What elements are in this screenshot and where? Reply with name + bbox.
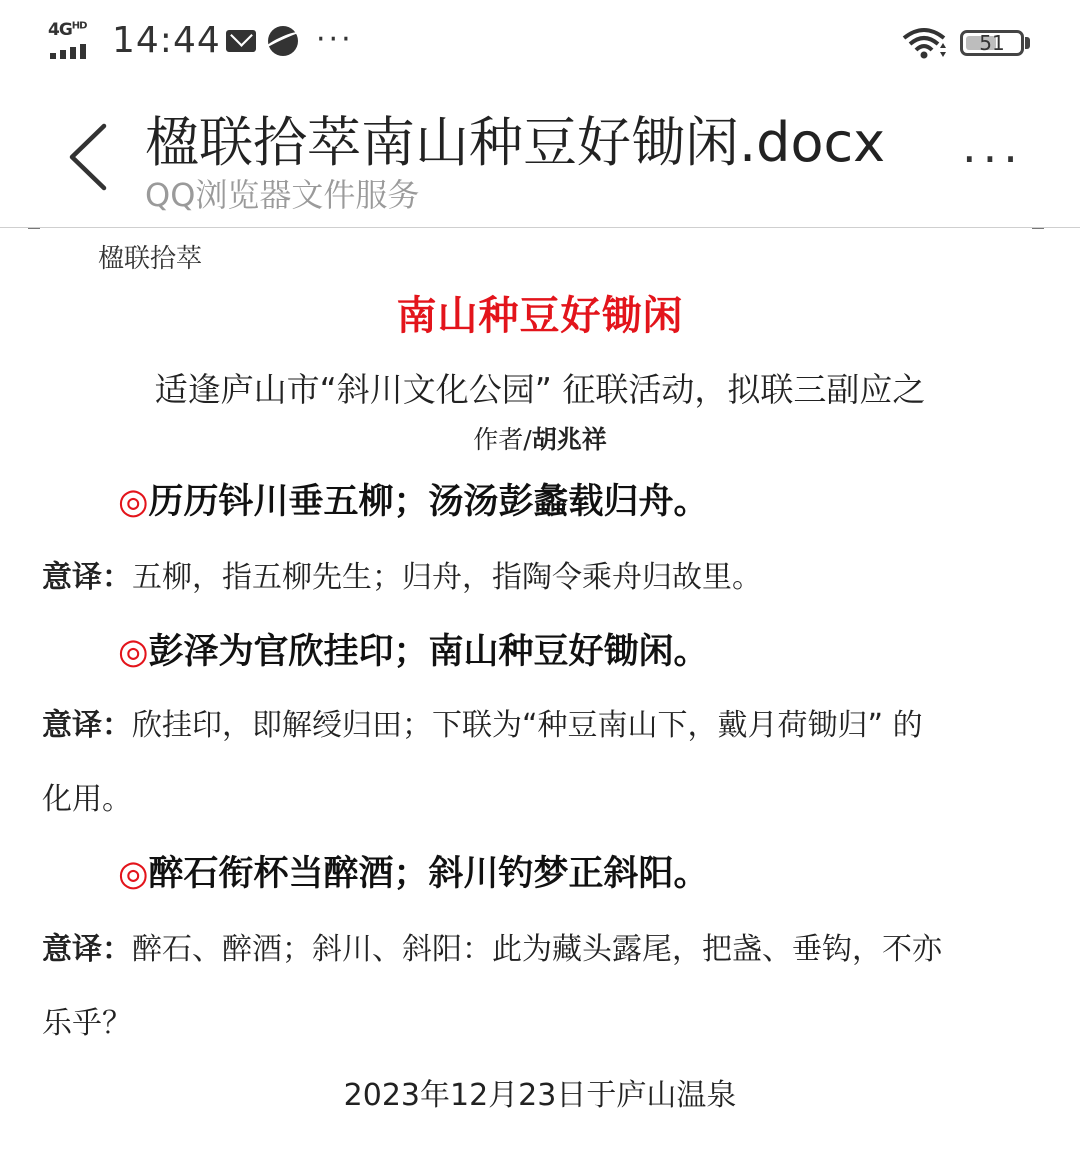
more-dots-icon[interactable]: ··· [962, 132, 1024, 186]
couplet-3-note [42, 924, 942, 968]
note-text: 醉石、醉酒；斜川、斜阳：此为藏头露尾，把盏、垂钩，不亦 [132, 932, 942, 967]
back-chevron-icon[interactable] [62, 122, 122, 192]
couplet-1 [118, 474, 709, 524]
couplet-2-note-cont: 化用。 [42, 782, 132, 817]
note-text: 五柳，指五柳先生；归舟，指陶令乘舟归故里。 [132, 560, 762, 595]
document-subtitle: QQ浏览器文件服务 [145, 176, 420, 214]
article-author [0, 420, 1080, 456]
app-planet-icon [268, 26, 298, 56]
article-intro: 适逢庐山市“斜川文化公园” 征联活动，拟联三副应之 [154, 370, 926, 409]
signature-date: 2023年12月23日于庐山温泉 [343, 1078, 737, 1113]
couplet-3 [118, 846, 709, 896]
bullet-icon: ◎ [118, 854, 149, 894]
author-name: 胡兆祥 [531, 425, 607, 454]
bullet-icon: ◎ [118, 632, 149, 672]
note-label: 意译： [42, 708, 132, 743]
couplet-2-note [42, 700, 923, 744]
wifi-icon [900, 26, 948, 60]
page-corner-right [1032, 228, 1044, 233]
battery-level: 51 [979, 31, 1005, 55]
page-corner-left [28, 228, 40, 233]
couplet-2 [118, 624, 709, 674]
page-divider [0, 227, 1080, 228]
document-title: 楹联拾萃南山种豆好锄闲.docx [145, 111, 886, 174]
author-label: 作者/ [473, 425, 532, 454]
note-label: 意译： [42, 932, 132, 967]
couplet-3-note-cont: 乐乎？ [42, 1006, 132, 1041]
couplet-text: 历历钭川垂五柳；汤汤彭蠡载归舟。 [148, 482, 709, 522]
note-label: 意译： [42, 560, 132, 595]
note-text: 欣挂印，即解绶归田；下联为“种豆南山下，戴月荷锄归” 的 [132, 708, 923, 743]
clock: 14:44 [112, 20, 221, 61]
article-title: 南山种豆好锄闲 [396, 293, 684, 339]
network-type: $4G^{HD}$ [48, 20, 87, 40]
signal-icon [48, 20, 100, 60]
battery-icon [960, 30, 1024, 56]
couplet-text: 彭泽为官欣挂印；南山种豆好锄闲。 [148, 632, 709, 672]
status-bar [0, 0, 1080, 86]
couplet-text: 醉石衔杯当醉酒；斜川钓梦正斜阳。 [148, 854, 709, 894]
mail-icon [226, 30, 256, 52]
app-titlebar [0, 86, 1080, 226]
couplet-1-note [42, 552, 762, 596]
more-notifications-icon: ··· [316, 22, 354, 57]
bullet-icon: ◎ [118, 482, 149, 522]
page-header-tag: 楹联拾萃 [98, 244, 203, 274]
